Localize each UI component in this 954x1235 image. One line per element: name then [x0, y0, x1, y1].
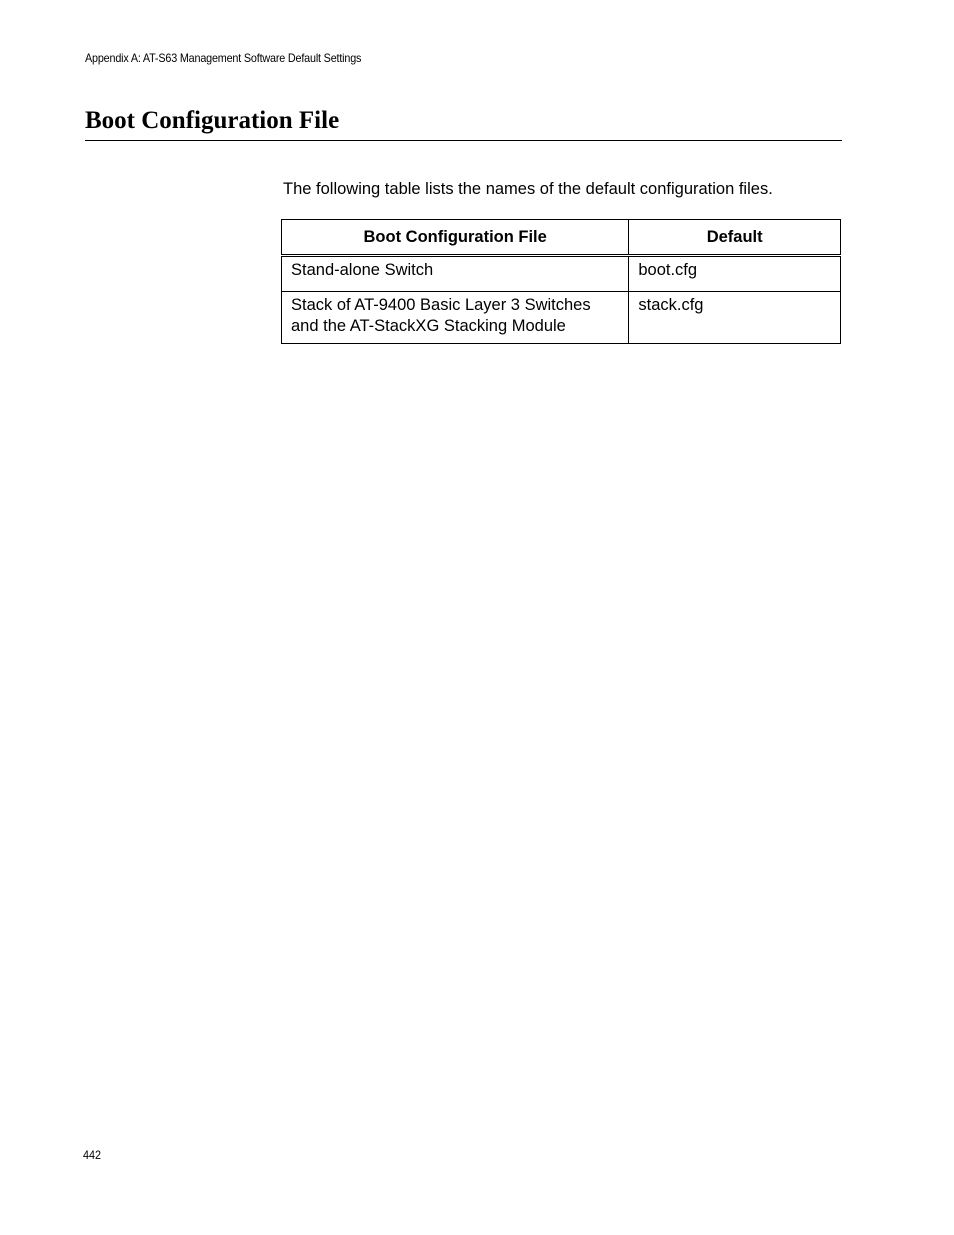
cell-default: stack.cfg: [629, 292, 841, 344]
cell-default: boot.cfg: [629, 256, 841, 292]
title-rule: [85, 140, 842, 141]
column-header-file: Boot Configuration File: [282, 220, 629, 256]
cell-file-line-1: Stack of AT-9400 Basic Layer 3 Switches: [291, 296, 591, 314]
table-row: [282, 292, 841, 344]
table-header-row: [282, 220, 841, 256]
cell-file: Stand-alone Switch: [282, 256, 629, 292]
cell-file: [282, 292, 629, 344]
running-header: Appendix A: AT-S63 Management Software Default Settings: [85, 51, 362, 65]
boot-config-table: [281, 219, 841, 344]
section-title: Boot Configuration File: [85, 107, 340, 134]
page-number: 442: [83, 1148, 102, 1162]
cell-file-line-2: and the AT-StackXG Stacking Module: [291, 317, 566, 335]
intro-paragraph: The following table lists the names of the default configuration files.: [283, 180, 773, 198]
column-header-default: Default: [629, 220, 841, 256]
table-row: [282, 256, 841, 292]
